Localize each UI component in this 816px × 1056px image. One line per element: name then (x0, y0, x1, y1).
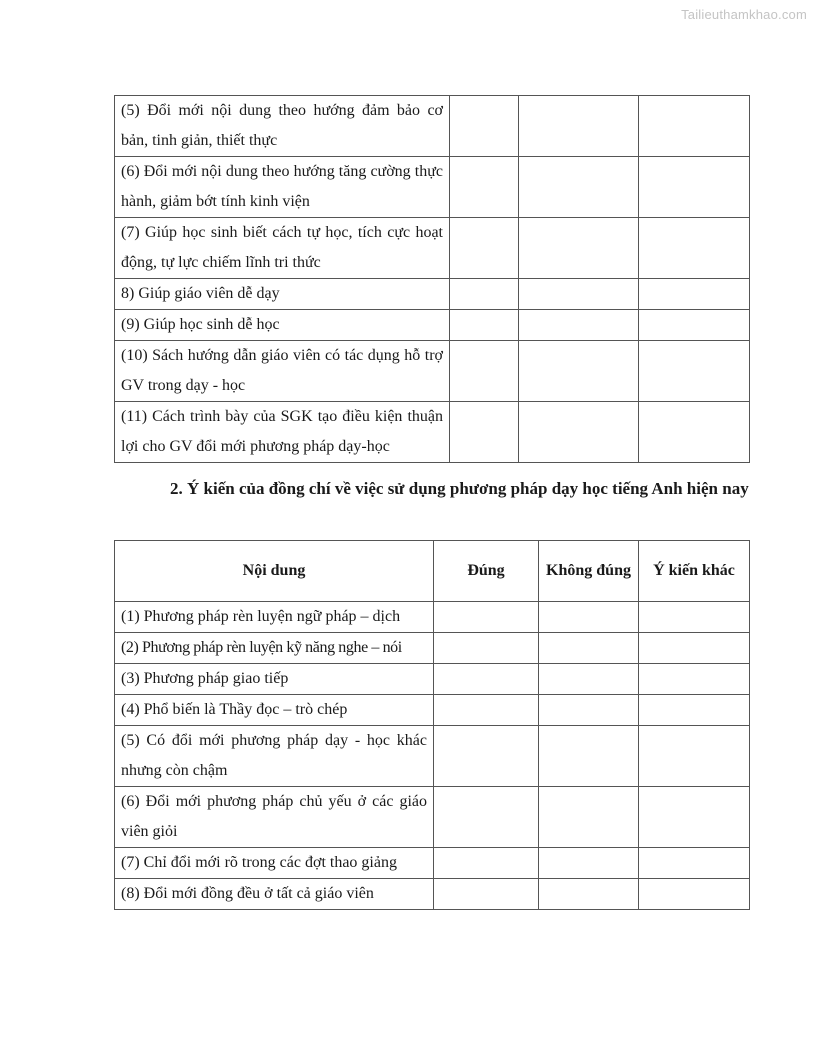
row-label: (7) Chỉ đổi mới rõ trong các đợt thao giảng (115, 848, 434, 879)
answer-cell[interactable] (539, 848, 639, 879)
section-2-heading: 2. Ý kiến của đồng chí về việc sử dụng phương pháp dạy học tiếng Anh hiện nay (170, 479, 749, 498)
answer-cell[interactable] (539, 664, 639, 695)
row-label: (6) Đổi mới nội dung theo hướng tăng cường thực hành, giảm bớt tính kinh viện (115, 157, 450, 218)
table-row (115, 633, 750, 664)
answer-cell[interactable] (539, 695, 639, 726)
answer-cell[interactable] (519, 402, 639, 463)
answer-cell[interactable] (434, 633, 539, 664)
answer-cell[interactable] (450, 310, 519, 341)
table-row (115, 787, 750, 848)
answer-cell[interactable] (434, 787, 539, 848)
answer-cell[interactable] (639, 310, 750, 341)
answer-cell[interactable] (519, 218, 639, 279)
answer-cell[interactable] (519, 279, 639, 310)
answer-cell[interactable] (639, 726, 750, 787)
row-label: (6) Đổi mới phương pháp chủ yếu ở các giáo viên giỏi (115, 787, 434, 848)
answer-cell[interactable] (434, 602, 539, 633)
answer-cell[interactable] (450, 402, 519, 463)
answer-cell[interactable] (539, 879, 639, 910)
table-row (115, 879, 750, 910)
table-row (115, 218, 750, 279)
answer-cell[interactable] (639, 157, 750, 218)
answer-cell[interactable] (450, 96, 519, 157)
answer-cell[interactable] (539, 602, 639, 633)
answer-cell[interactable] (434, 726, 539, 787)
row-label: (3) Phương pháp giao tiếp (115, 664, 434, 695)
answer-cell[interactable] (519, 96, 639, 157)
row-label: (5) Đổi mới nội dung theo hướng đảm bảo cơ bản, tinh giản, thiết thực (115, 96, 450, 157)
table-row (115, 402, 750, 463)
table-row (115, 96, 750, 157)
answer-cell[interactable] (519, 341, 639, 402)
assessment-table-2 (114, 540, 750, 910)
answer-cell[interactable] (519, 157, 639, 218)
row-label: (4) Phổ biến là Thầy đọc – trò chép (115, 695, 434, 726)
answer-cell[interactable] (434, 879, 539, 910)
answer-cell[interactable] (639, 218, 750, 279)
answer-cell[interactable] (639, 787, 750, 848)
row-label: (11) Cách trình bày của SGK tạo điều kiện thuận lợi cho GV đổi mới phương pháp dạy-học (115, 402, 450, 463)
answer-cell[interactable] (539, 633, 639, 664)
answer-cell[interactable] (539, 726, 639, 787)
answer-cell[interactable] (639, 402, 750, 463)
assessment-table-1 (114, 95, 750, 463)
answer-cell[interactable] (639, 341, 750, 402)
row-label: (8) Đổi mới đồng đều ở tất cả giáo viên (115, 879, 434, 910)
row-label: (9) Giúp học sinh dễ học (115, 310, 450, 341)
answer-cell[interactable] (539, 787, 639, 848)
header-content: Nội dung (115, 541, 434, 602)
table-header-row (115, 541, 750, 602)
header-other-opinion: Ý kiến khác (639, 541, 750, 602)
row-label: (7) Giúp học sinh biết cách tự học, tích cực hoạt động, tự lực chiếm lĩnh tri thức (115, 218, 450, 279)
row-label: (2) Phương pháp rèn luyện kỹ năng nghe – nói (115, 633, 434, 664)
table-row (115, 726, 750, 787)
header-correct: Đúng (434, 541, 539, 602)
row-label: (1) Phương pháp rèn luyện ngữ pháp – dịch (115, 602, 434, 633)
row-label: (10) Sách hướng dẫn giáo viên có tác dụng hỗ trợ GV trong dạy - học (115, 341, 450, 402)
answer-cell[interactable] (434, 695, 539, 726)
table-row (115, 602, 750, 633)
answer-cell[interactable] (450, 279, 519, 310)
answer-cell[interactable] (639, 602, 750, 633)
table-row (115, 695, 750, 726)
watermark-text: Tailieuthamkhao.com (681, 7, 807, 22)
answer-cell[interactable] (639, 695, 750, 726)
answer-cell[interactable] (639, 879, 750, 910)
header-incorrect: Không đúng (539, 541, 639, 602)
answer-cell[interactable] (639, 279, 750, 310)
answer-cell[interactable] (434, 664, 539, 695)
row-label: 8) Giúp giáo viên dễ dạy (115, 279, 450, 310)
answer-cell[interactable] (450, 341, 519, 402)
table-row (115, 848, 750, 879)
table-row (115, 157, 750, 218)
table-row (115, 664, 750, 695)
table-row (115, 310, 750, 341)
answer-cell[interactable] (450, 157, 519, 218)
table-row (115, 341, 750, 402)
table-row (115, 279, 750, 310)
answer-cell[interactable] (639, 633, 750, 664)
answer-cell[interactable] (639, 664, 750, 695)
answer-cell[interactable] (519, 310, 639, 341)
answer-cell[interactable] (450, 218, 519, 279)
answer-cell[interactable] (639, 96, 750, 157)
answer-cell[interactable] (639, 848, 750, 879)
row-label: (5) Có đổi mới phương pháp dạy - học khác nhưng còn chậm (115, 726, 434, 787)
answer-cell[interactable] (434, 848, 539, 879)
